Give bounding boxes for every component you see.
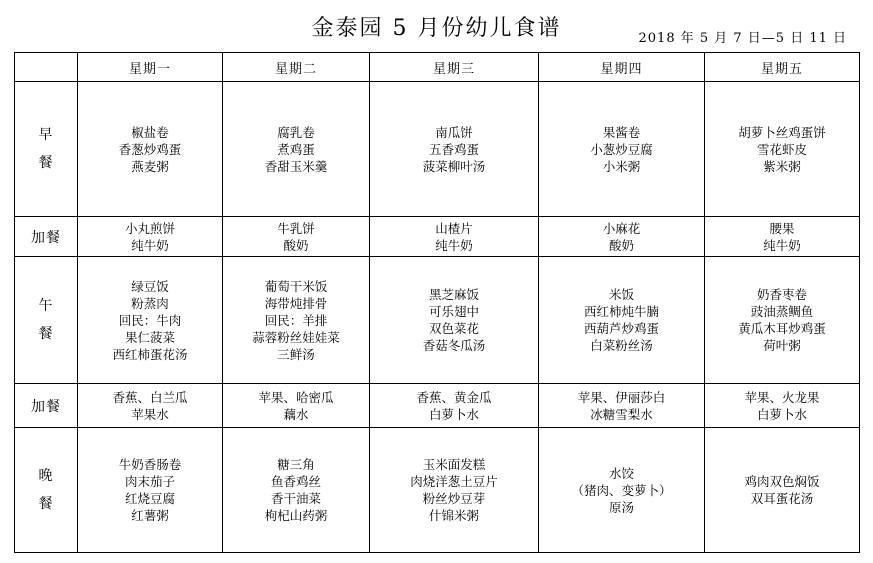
menu-item: 米饭: [608, 287, 634, 302]
menu-page: [0, 12, 873, 563]
menu-item: 纯牛奶: [435, 237, 473, 253]
menu-item: 可乐翅中: [428, 304, 479, 319]
menu-item: 水饺: [608, 465, 634, 481]
day-header-wednesday: 星期三: [370, 53, 539, 82]
menu-item: 纯牛奶: [763, 237, 801, 253]
menu-item: 鱼香鸡丝: [270, 474, 321, 489]
menu-item: 三鲜汤: [277, 346, 315, 362]
menu-item: 煮鸡蛋: [277, 141, 315, 157]
menu-item: 苹果、哈密瓜: [258, 389, 334, 405]
menu-cell-lunch-thursday: [539, 257, 705, 384]
menu-item: 粉丝炒豆芽: [422, 491, 486, 506]
menu-body: [15, 82, 860, 553]
menu-item: 小麻花: [602, 220, 641, 236]
menu-item: 苹果水: [131, 406, 169, 422]
document-header: [14, 12, 859, 48]
row-label-dinner: 晚 餐: [15, 428, 78, 553]
meal-row-breakfast: [15, 82, 860, 217]
menu-cell-breakfast-monday: [78, 82, 223, 217]
menu-item: 苹果、火龙果: [744, 389, 820, 405]
menu-cell-dinner-monday: [78, 428, 223, 553]
menu-item: 牛奶香肠卷: [118, 457, 182, 472]
menu-item: 玉米面发糕: [422, 457, 486, 472]
menu-item: 酸奶: [283, 237, 309, 253]
menu-item: 果酱卷: [602, 124, 641, 140]
menu-item: 雪花虾皮: [756, 141, 807, 157]
menu-item: 香蕉、黄金瓜: [416, 389, 492, 405]
menu-item: （猪肉、变萝卜）: [571, 482, 672, 498]
menu-item: 牛乳饼: [277, 220, 315, 236]
menu-item: 酸奶: [608, 237, 634, 253]
menu-item: 黄瓜木耳炒鸡蛋: [738, 321, 826, 336]
menu-item: 燕麦粥: [131, 158, 169, 174]
menu-item: 绿豆饭: [131, 278, 169, 294]
row-label-lunch: 午 餐: [15, 257, 78, 384]
menu-item: 葡萄干米饭: [264, 278, 328, 294]
menu-item: 腰果: [769, 220, 795, 236]
day-header-row: [15, 53, 860, 82]
menu-item: 小葱炒豆腐: [590, 141, 653, 157]
menu-item: 肉烧洋葱土豆片: [410, 474, 498, 489]
menu-cell-snack-am-monday: [78, 217, 223, 257]
day-header-tuesday: 星期二: [223, 53, 370, 82]
menu-item: 海带炖排骨: [264, 295, 328, 311]
menu-cell-snack-pm-monday: [78, 384, 223, 428]
menu-item: 西葫芦炒鸡蛋: [583, 321, 659, 336]
menu-item: 香葱炒鸡蛋: [118, 141, 182, 157]
menu-cell-lunch-wednesday: [370, 257, 539, 384]
menu-cell-breakfast-wednesday: [370, 82, 539, 217]
row-label-snack-am: 加餐: [15, 217, 78, 257]
menu-cell-dinner-thursday: [539, 428, 705, 553]
menu-item: 白菜粉丝汤: [590, 338, 653, 353]
menu-item: 胡萝卜丝鸡蛋饼: [738, 124, 826, 140]
menu-item: 黑芝麻饭: [428, 287, 479, 302]
row-label-snack-pm: 加餐: [15, 384, 78, 428]
menu-cell-snack-pm-friday: [705, 384, 860, 428]
menu-item: 小米粥: [602, 158, 641, 174]
menu-item: 回民：羊排: [264, 312, 328, 328]
menu-cell-snack-am-friday: [705, 217, 860, 257]
menu-item: 双耳蛋花汤: [750, 491, 814, 506]
meal-row-dinner: [15, 428, 860, 553]
meal-row-lunch: [15, 257, 860, 384]
menu-cell-snack-pm-wednesday: [370, 384, 539, 428]
menu-item: 椒盐卷: [131, 124, 169, 140]
menu-item: 豉油蒸鲷鱼: [750, 304, 814, 319]
menu-item: 糖三角: [277, 457, 315, 472]
menu-item: 香蕉、白兰瓜: [112, 389, 188, 405]
menu-item: 双色菜花: [428, 321, 479, 336]
menu-item: 粉蒸肉: [131, 295, 169, 311]
menu-item: 小丸煎饼: [124, 220, 175, 236]
menu-item: 荷叶粥: [763, 338, 801, 353]
menu-item: 冰糖雪梨水: [590, 406, 653, 422]
menu-item: 白萝卜水: [428, 406, 479, 422]
menu-cell-breakfast-tuesday: [223, 82, 370, 217]
menu-cell-snack-pm-tuesday: [223, 384, 370, 428]
menu-item: 紫米粥: [763, 158, 801, 174]
menu-cell-dinner-wednesday: [370, 428, 539, 553]
corner-cell: [15, 53, 78, 82]
menu-cell-dinner-friday: [705, 428, 860, 553]
menu-item: 五香鸡蛋: [428, 141, 479, 157]
menu-cell-snack-am-wednesday: [370, 217, 539, 257]
menu-cell-snack-am-thursday: [539, 217, 705, 257]
menu-item: 西红柿炖牛腩: [583, 304, 659, 319]
menu-item: 南瓜饼: [435, 124, 473, 140]
menu-cell-snack-pm-thursday: [539, 384, 705, 428]
menu-cell-lunch-friday: [705, 257, 860, 384]
menu-item: 鸡肉双色焖饭: [744, 474, 820, 489]
date-range: 2018 年 5 月 7 日—5 日 11 日: [638, 31, 847, 46]
menu-item: 奶香枣卷: [756, 287, 807, 302]
menu-item: 腐乳卷: [277, 124, 315, 140]
menu-item: 红烧豆腐: [124, 491, 175, 506]
menu-item: 果仁菠菜: [124, 329, 175, 345]
menu-cell-lunch-tuesday: [223, 257, 370, 384]
menu-item: 藕水: [283, 406, 309, 422]
menu-cell-breakfast-thursday: [539, 82, 705, 217]
menu-item: 红薯粥: [131, 508, 169, 523]
menu-item: 回民：牛肉: [118, 312, 182, 328]
menu-item: 什锦米粥: [428, 508, 479, 523]
menu-item: 香干油菜: [270, 491, 321, 506]
day-header-friday: 星期五: [705, 53, 860, 82]
menu-cell-snack-am-tuesday: [223, 217, 370, 257]
menu-item: 蒜蓉粉丝娃娃菜: [252, 329, 340, 345]
menu-item: 枸杞山药粥: [264, 508, 328, 523]
menu-item: 原汤: [608, 499, 634, 515]
page-title: 金泰园 5 月份幼儿食谱: [311, 16, 562, 41]
menu-cell-dinner-tuesday: [223, 428, 370, 553]
day-header-thursday: 星期四: [539, 53, 705, 82]
menu-item: 菠菜柳叶汤: [422, 158, 486, 174]
menu-item: 纯牛奶: [131, 237, 169, 253]
menu-cell-breakfast-friday: [705, 82, 860, 217]
menu-item: 肉末茄子: [124, 474, 175, 489]
meal-row-snack-am: [15, 217, 860, 257]
day-header-monday: 星期一: [78, 53, 223, 82]
menu-item: 白萝卜水: [756, 406, 807, 422]
menu-table: [14, 52, 860, 553]
menu-item: 香菇冬瓜汤: [422, 338, 486, 353]
menu-item: 西红柿蛋花汤: [112, 346, 188, 362]
menu-cell-lunch-monday: [78, 257, 223, 384]
menu-item: 香甜玉米羹: [264, 158, 328, 174]
menu-item: 苹果、伊丽莎白: [577, 389, 666, 405]
menu-item: 山楂片: [435, 220, 473, 236]
row-label-breakfast: 早 餐: [15, 82, 78, 217]
meal-row-snack-pm: [15, 384, 860, 428]
